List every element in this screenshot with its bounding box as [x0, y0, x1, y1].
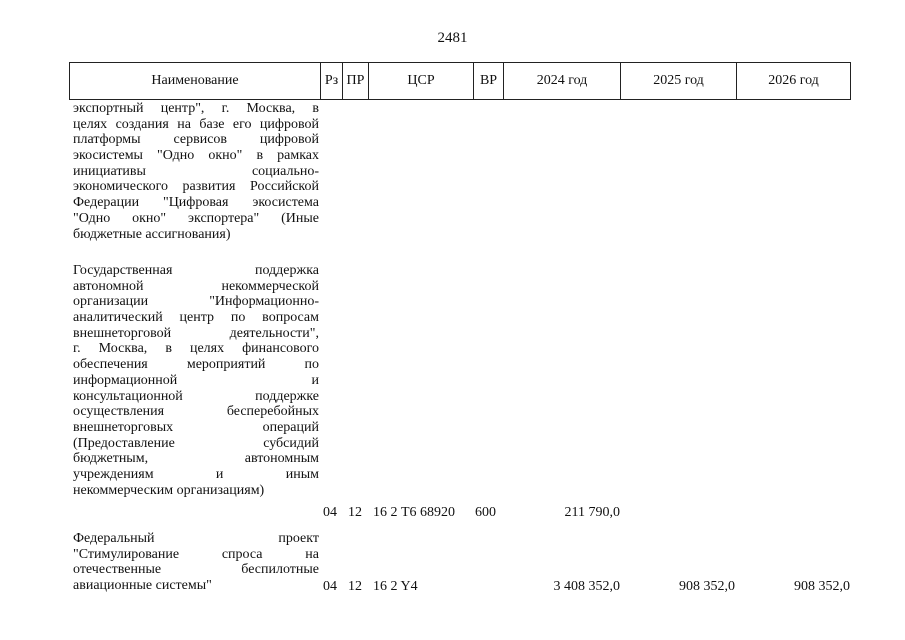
- name-line: информационной и: [73, 372, 319, 388]
- name-line: осуществления бесперебойных: [73, 404, 319, 420]
- name-line: Федерации "Цифровая экосистема: [73, 195, 319, 211]
- name-line: инициативы социально-: [73, 163, 319, 179]
- name-line: платформы сервисов цифровой: [73, 132, 319, 148]
- table-row-name: [73, 531, 319, 594]
- header-csr: ЦСР: [368, 63, 473, 99]
- cell-rz: 04: [323, 505, 337, 520]
- cell-2026: 908 352,0: [794, 579, 850, 594]
- header-2025: 2025 год: [620, 63, 736, 99]
- header-2026: 2026 год: [736, 63, 850, 99]
- name-line: отечественные беспилотные: [73, 562, 319, 578]
- table-row-name: [73, 101, 319, 242]
- cell-rz: 04: [323, 579, 337, 594]
- cell-csr: 16 2 Т6 68920: [373, 505, 456, 520]
- cell-csr: 16 2 Y4: [373, 579, 418, 594]
- name-line: консультационной поддержке: [73, 388, 319, 404]
- header-pr: ПР: [342, 63, 368, 99]
- name-line: "Одно окно" экспортера" (Иные: [73, 210, 319, 226]
- name-line: бюджетные ассигнования): [73, 226, 231, 242]
- table-row-name: [73, 263, 319, 498]
- name-line: экосистемы "Одно окно" в рамках: [73, 148, 319, 164]
- cell-2025: 908 352,0: [679, 579, 735, 594]
- name-line: Федеральный проект: [73, 531, 319, 546]
- name-line: бюджетным, автономным: [73, 451, 319, 467]
- page-number: 2481: [437, 30, 468, 46]
- name-line: некоммерческим организациям): [73, 482, 265, 498]
- name-line: организации "Информационно-: [73, 294, 319, 310]
- cell-pr: 12: [348, 505, 362, 520]
- cell-vr: 600: [475, 505, 496, 520]
- name-line: "Стимулирование спроса на: [73, 546, 319, 562]
- name-line: г. Москва, в целях финансового: [73, 341, 319, 357]
- header-vr: ВР: [473, 63, 503, 99]
- name-line: экспортный центр", г. Москва, в: [73, 101, 319, 116]
- header-name: Наименование: [151, 73, 239, 88]
- cell-2024: 3 408 352,0: [553, 579, 620, 594]
- table-header: [69, 62, 851, 100]
- name-line: (Предоставление субсидий: [73, 435, 319, 451]
- header-rz: Рз: [320, 63, 342, 99]
- name-line: учреждениям и иным: [73, 466, 319, 482]
- name-line: целях создания на базе его цифровой: [73, 116, 319, 132]
- name-line: обеспечения мероприятий по: [73, 357, 319, 373]
- cell-2024: 211 790,0: [564, 505, 620, 520]
- name-line: аналитический центр по вопросам: [73, 310, 319, 326]
- name-line: экономического развития Российской: [73, 179, 319, 195]
- header-2024: 2024 год: [503, 63, 620, 99]
- name-line: Государственная поддержка: [73, 263, 319, 278]
- name-line: внешнеторговой деятельности",: [73, 325, 319, 341]
- name-line: внешнеторговых операций: [73, 419, 319, 435]
- cell-pr: 12: [348, 579, 362, 594]
- name-line: автономной некоммерческой: [73, 278, 319, 294]
- name-line: авиационные системы": [73, 578, 212, 594]
